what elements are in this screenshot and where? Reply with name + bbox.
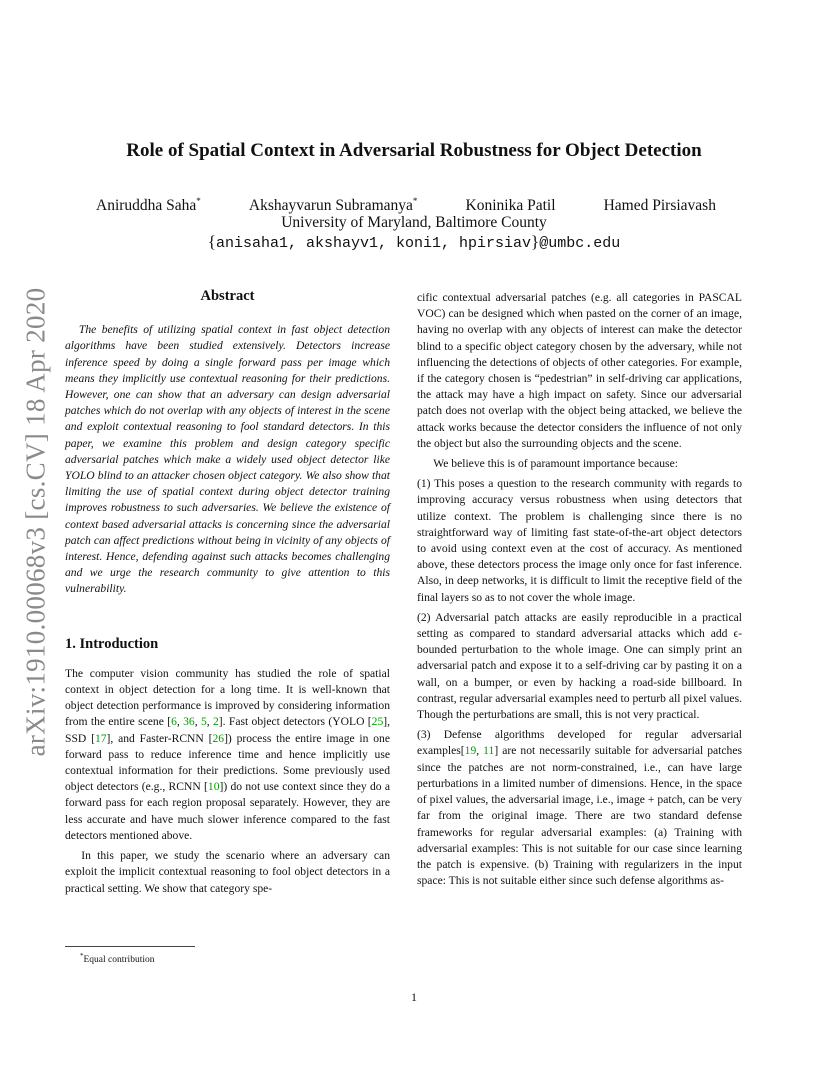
paragraph: In this paper, we study the scenario where an adversary can exploit the implicit contextual reasoning to fool object detectors in a practical setting. We show that category spe-	[65, 849, 390, 895]
citation-link[interactable]: 5	[200, 715, 207, 729]
abstract-heading: Abstract	[200, 288, 255, 304]
citation-link[interactable]: 19	[464, 744, 477, 758]
author-list	[96, 196, 716, 215]
citation-link[interactable]: 6	[171, 715, 177, 729]
paragraph: (1) This poses a question to the research community with regards to improving accuracy versus robustness when using detectors that utilize context. The problem is challenging since there is no straightforward way of limiting fast state-of-the-art object detectors to avoid using context even at the cost of accuracy. As mentioned above, these detectors process the image only once for fast inference. Also, in deep networks, it is difficult to limit the receptive field of the final layers so as to not cover the whole image.	[417, 477, 742, 604]
author: Hamed Pirsiavash	[603, 197, 716, 215]
citation-link[interactable]: 25	[371, 715, 384, 729]
paragraph: The computer vision community has studied the role of spatial context in object detection for a long time. It is well-known that object detection performance is improved by considering information from the entire scene [6, 36, 5, 2]. Fast object detectors (YOLO [25], SSD [17], and Faster-RCNN [26]) process the entire image in one forward pass to reduce inference time and hence implicitly use contextual information for their predictions. Some previously used object detectors (e.g., RCNN [10]) do not use context since they do a forward pass for each region proposal separately. However, they are less accurate and have much slower inference compared to the fast detectors mentioned above.	[65, 666, 391, 842]
paper-title: Role of Spatial Context in Adversarial Robustness for Object Detection	[126, 140, 702, 161]
section-heading-introduction: 1. Introduction	[65, 635, 159, 652]
citation-link[interactable]: 10	[207, 780, 220, 794]
footnote-divider	[65, 946, 195, 947]
citation-link[interactable]: 26	[212, 731, 225, 745]
paragraph: We believe this is of paramount importance because:	[433, 457, 678, 471]
arxiv-stamp-text: arXiv:1910.00068v3 [cs.CV] 18 Apr 2020	[20, 287, 51, 757]
citation-link[interactable]: 11	[483, 744, 495, 758]
page-number: 1	[411, 990, 417, 1004]
paragraph: (2) Adversarial patch attacks are easily reproducible in a practical setting as compared to standard adversarial attacks which add ϵ-bounded perturbation to the whole image. One can simply print an adversarial patch and expose it to a self-driving car by pasting it on a wall, on a bumper, or even by hacking a road-side billboard. In contrast, regular adversarial examples need to perturb all pixel values. Though the perturbations are small, this is not very practical.	[417, 610, 742, 722]
left-column	[65, 288, 390, 897]
affiliation: University of Maryland, Baltimore County	[281, 214, 547, 231]
paragraph: cific contextual adversarial patches (e.g. all categories in PASCAL VOC) can be designed which when pasted on the corner of an image, having no overlap with any objects of interest can make the detector blind to a specific object category chosen by the adversary, while not influencing the detections of objects of other categories. For example, if the category chosen is “pedestrian” in self-driving car applications, the attack may have a high impact on safety. Since our adversarial patch does not overlap with the object being attacked, we believe the attack works because the detector considers the influence of not only the object but also the surrounding objects and the scene.	[417, 291, 742, 450]
author: Akshayvarun Subramanya*	[248, 196, 418, 215]
right-column	[417, 290, 742, 889]
abstract-text: The benefits of utilizing spatial context in fast object detection algorithms have been studied extensively. Detectors increase inference speed by doing a single forward pass per image which means they implicitly use contextual reasoning for their predictions. However, one can show that an adversary can design adversarial patches which do not overlap with any objects of interest in the scene and exploit contextual reasoning to fool standard detectors. In this paper, we examine this problem and design category specific adversarial patches which make a widely used object detector like YOLO blind to an attacker chosen object category. We also show that limiting the use of spatial context during object detector training improves robustness to such adversaries. We believe the existence of context based adversarial attacks is concerning since the adversarial patch can affect predictions without being in vicinity of any objects of interest. Hence, defending against such attacks becomes challenging and we urge the research community to give attention to this vulnerability.	[65, 323, 390, 596]
author: Aniruddha Saha*	[96, 196, 201, 215]
citation-link[interactable]: 17	[94, 731, 107, 745]
author: Koninika Patil	[465, 197, 556, 215]
author-emails: {anisaha1, akshayv1, koni1, hpirsiav}@umbc.edu	[207, 232, 621, 252]
arxiv-stamp	[16, 282, 56, 762]
footnote: *Equal contribution	[80, 952, 155, 966]
paragraph: (3) Defense algorithms developed for regular adversarial examples[19, 11] are not necessarily suitable for adversarial patches since the patches are not norm-constrained, i.e., can have large perturbations in a limited number of dimensions. Hence, in the space of pixel values, the adversarial image, i.e., image + patch, can be very far from the original image. There are two standard defense frameworks for regular adversarial examples: (a) Training with adversarial examples: This is not suitable for our case since learning the patch is expensive. (b) Training with regularizers in the input space: This is not suitable either since such defense algorithms as-	[417, 728, 742, 888]
citation-link[interactable]: 36	[183, 715, 195, 729]
citation-link[interactable]: 2	[213, 715, 219, 729]
